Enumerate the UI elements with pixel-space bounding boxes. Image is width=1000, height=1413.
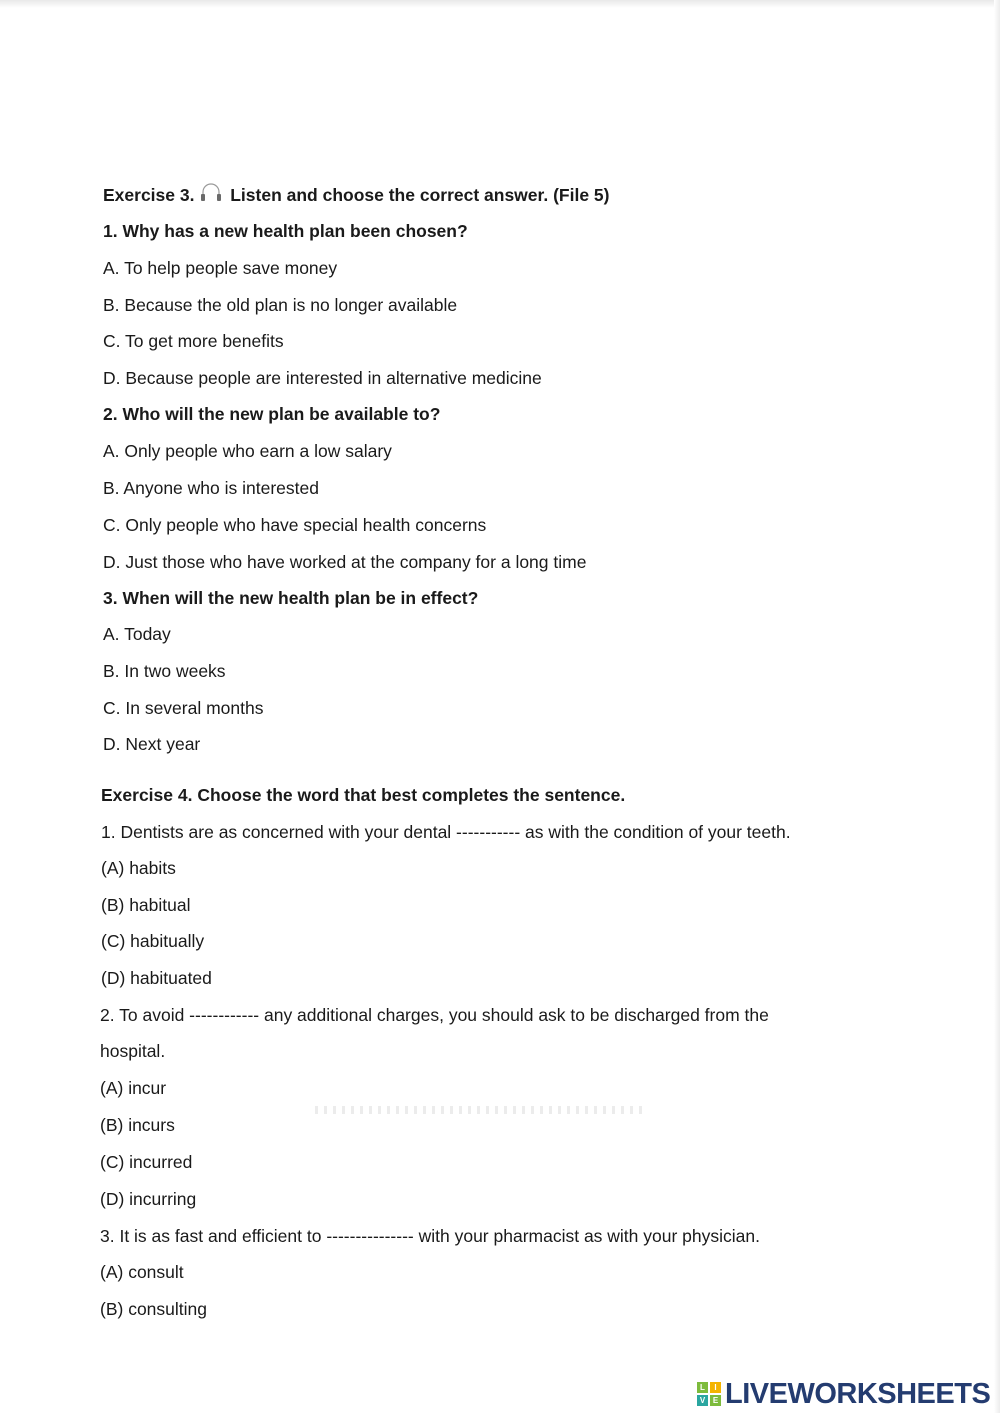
logo-text: LIVEWORKSHEETS	[725, 1377, 991, 1410]
answer-option: (C) habitually	[101, 931, 205, 951]
answer-option: A. To help people save money	[103, 258, 338, 278]
exercise-3-instruction: Listen and choose the correct answer. (File 5)	[230, 185, 610, 205]
exercise-3-title	[103, 183, 1000, 208]
answer-option: (B) consulting	[100, 1299, 207, 1319]
exercise-3-label: Exercise 3.	[103, 185, 195, 205]
answer-option: D. Just those who have worked at the company for a long time	[103, 552, 587, 572]
question-text: 2. To avoid ------------ any additional charges, you should ask to be discharged from the	[100, 1005, 769, 1025]
answer-option: (B) habitual	[101, 895, 191, 915]
answer-option: A. Only people who earn a low salary	[103, 441, 392, 461]
question-text: 1. Why has a new health plan been chosen?	[103, 221, 468, 241]
answer-option: (A) incur	[100, 1078, 167, 1098]
logo-icon: L I V E	[697, 1382, 721, 1406]
liveworksheets-logo	[697, 1377, 990, 1411]
answer-option: (A) consult	[100, 1262, 184, 1282]
answer-option: D. Because people are interested in alternative medicine	[103, 368, 542, 388]
headphones-icon	[199, 183, 223, 208]
answer-option: (D) habituated	[101, 968, 212, 988]
question-text: 3. It is as fast and efficient to --------------- with your pharmacist as with your physician.	[100, 1226, 760, 1246]
answer-option: C. To get more benefits	[103, 331, 284, 351]
scan-artifact	[315, 1106, 645, 1114]
question-text: 2. Who will the new plan be available to?	[103, 404, 441, 424]
question-text: 1. Dentists are as concerned with your dental ----------- as with the condition of your teeth.	[101, 822, 791, 842]
answer-option: D. Next year	[103, 734, 201, 754]
answer-option: C. Only people who have special health concerns	[103, 515, 487, 535]
answer-option: (B) incurs	[100, 1115, 175, 1135]
answer-option: (C) incurred	[100, 1152, 193, 1172]
answer-option: B. In two weeks	[103, 661, 226, 681]
page-edge	[0, 0, 1000, 8]
exercise-4-title: Exercise 4. Choose the word that best completes the sentence.	[101, 785, 626, 805]
answer-option: (A) habits	[101, 858, 176, 878]
answer-option: B. Anyone who is interested	[103, 478, 319, 498]
answer-option: (D) incurring	[100, 1189, 197, 1209]
answer-option: C. In several months	[103, 698, 264, 718]
question-text: 3. When will the new health plan be in effect?	[103, 588, 479, 608]
answer-option: B. Because the old plan is no longer available	[103, 295, 458, 315]
answer-option: A. Today	[103, 624, 171, 644]
question-text-continued: hospital.	[100, 1041, 166, 1061]
